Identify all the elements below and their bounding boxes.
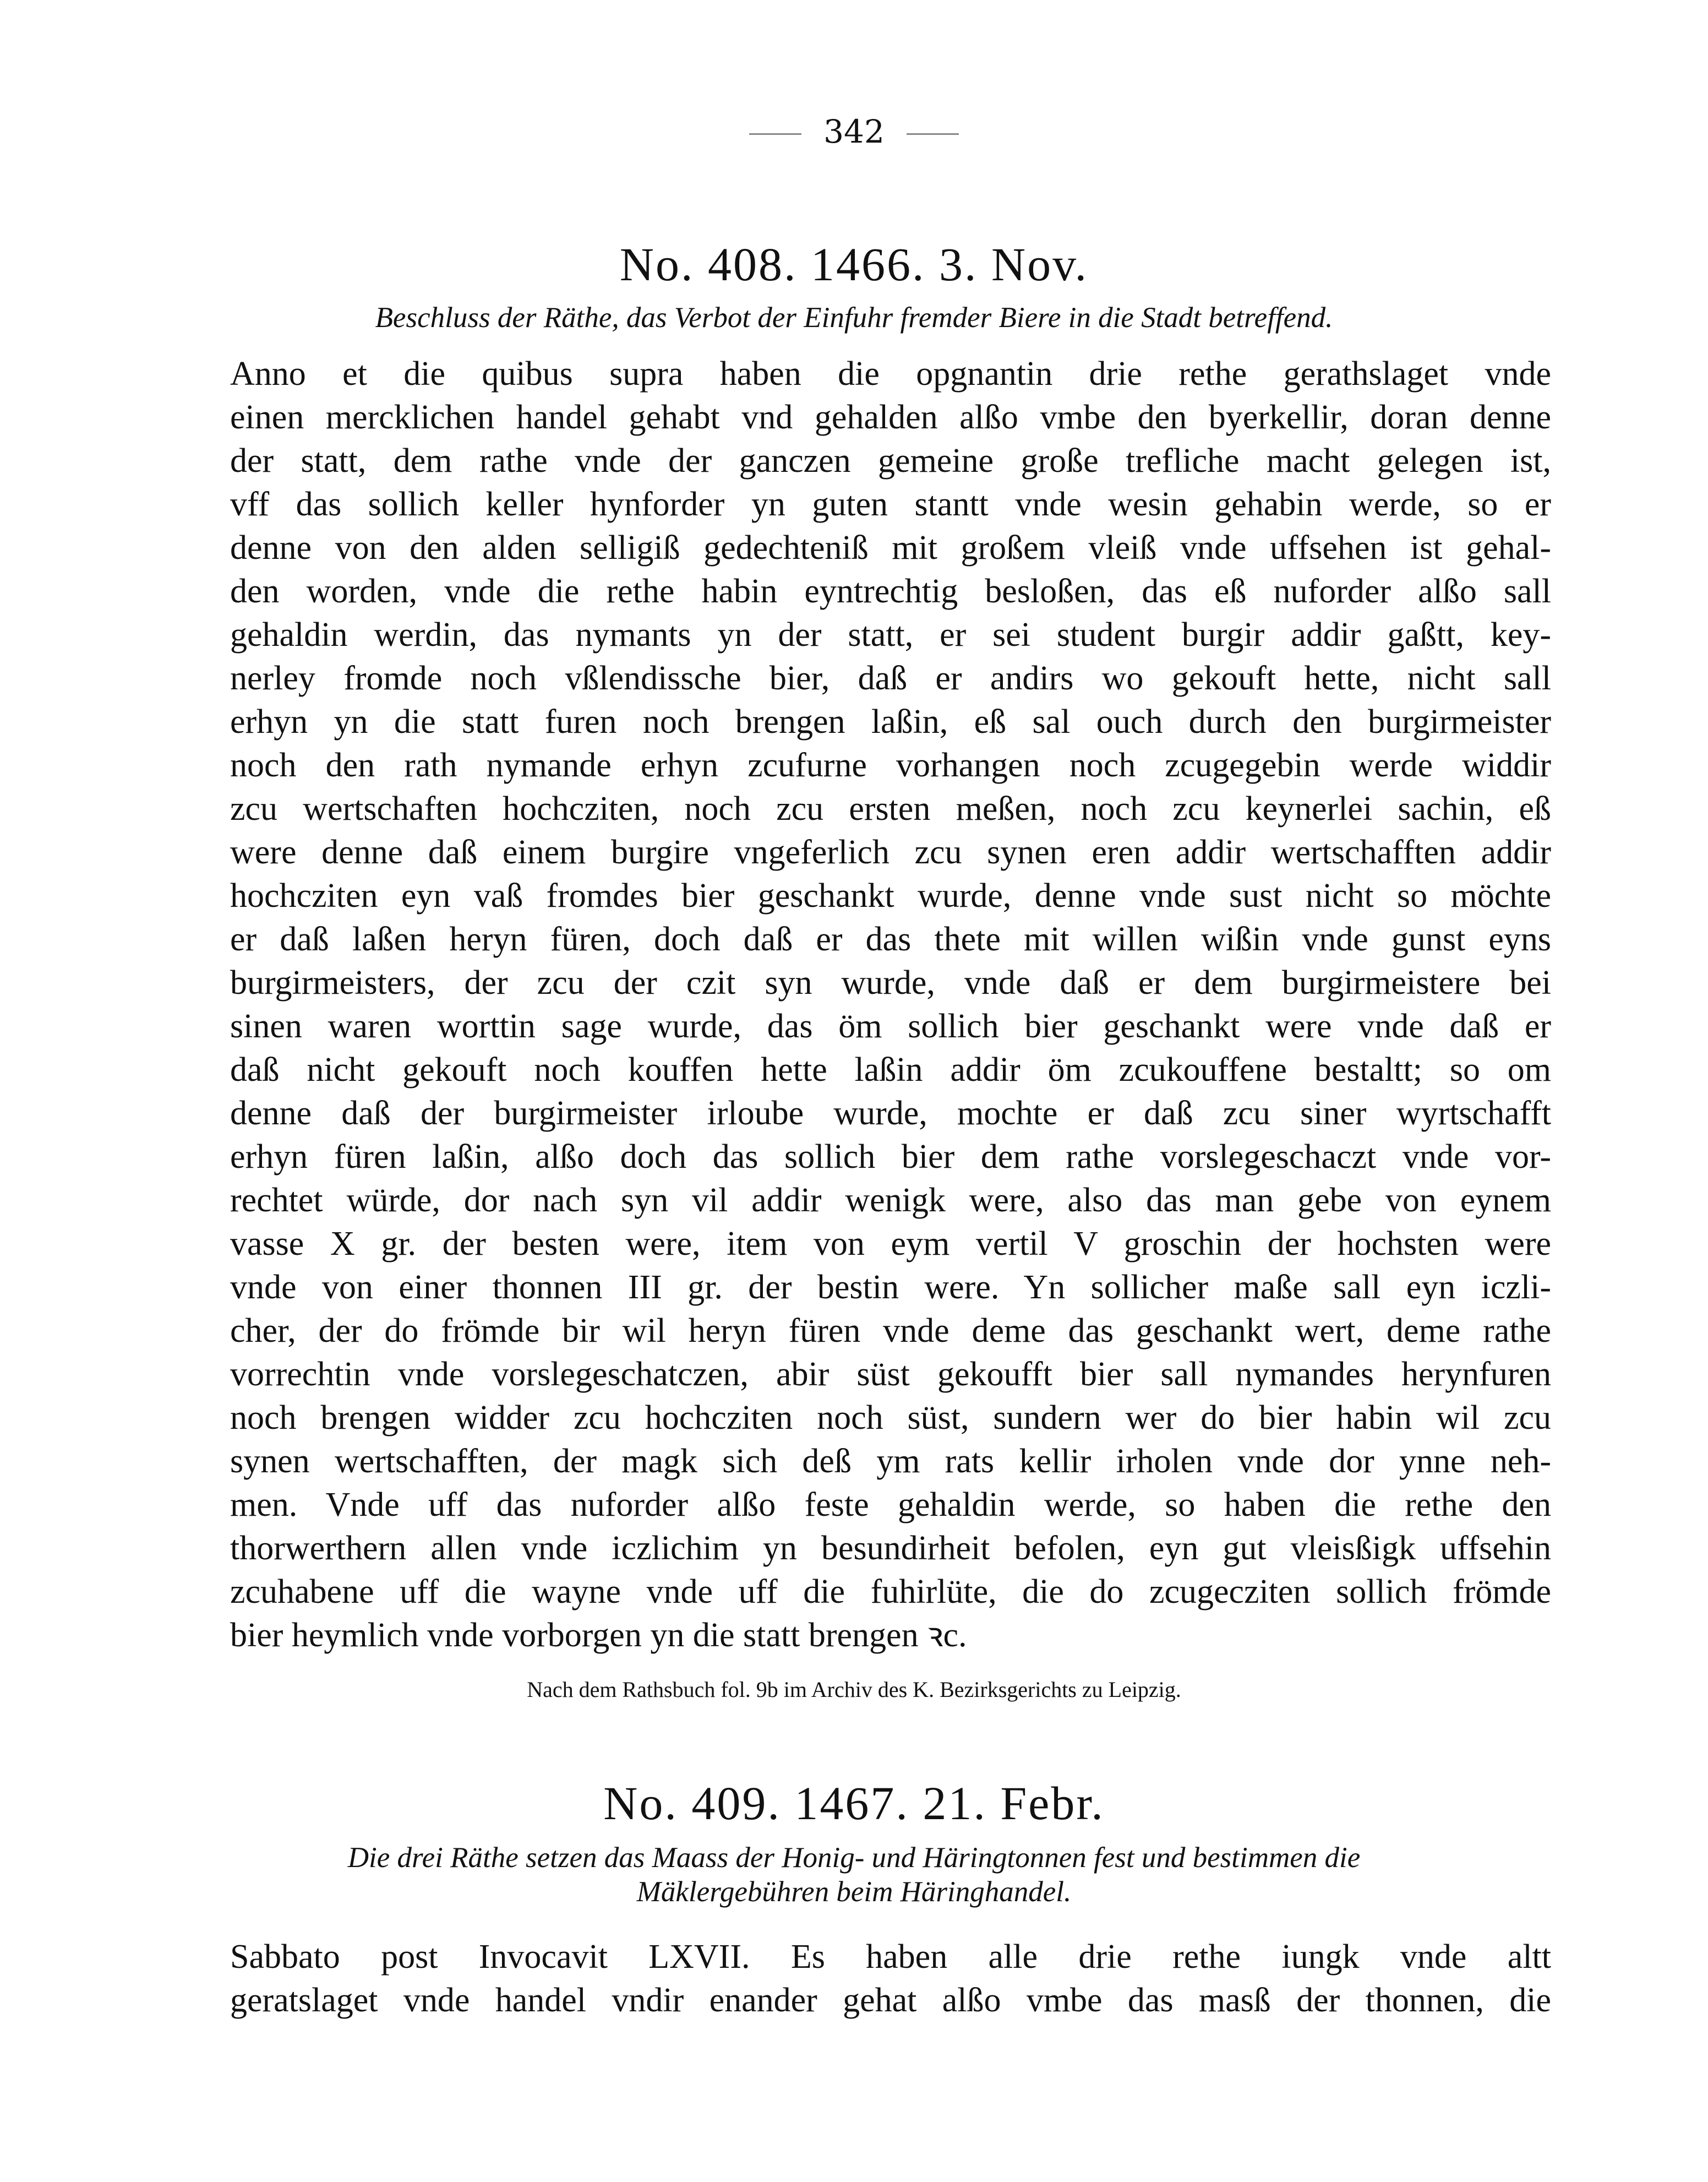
text-line: erhyn füren laßin, alßo doch das sollich bier dem rathe vorslegeschaczt vnde vor-	[230, 1138, 1551, 1176]
document-408-body	[230, 352, 1551, 1657]
text-line: vff das sollich keller hynforder yn guten stantt vnde wesin gehabin werde, so er	[230, 486, 1551, 523]
text-line: noch den rath nymande erhyn zcufurne vorhangen noch zcugegebin werde widdir	[230, 747, 1551, 784]
text-line: were denne daß einem burgire vngeferlich zcu synen eren addir wertschafften addir	[230, 834, 1551, 871]
document-409-subtitle-line-1: Die drei Räthe setzen das Maass der Honig- und Häringtonnen fest und bestimmen die	[347, 1842, 1361, 1874]
text-line: cher, der do frömde bir wil heryn füren vnde deme das geschankt wert, deme rathe	[230, 1312, 1551, 1350]
text-line: rechtet würde, dor nach syn vil addir wenigk were, also das man gebe von eynem	[230, 1182, 1551, 1219]
text-line: sinen waren worttin sage wurde, das öm sollich bier geschankt were vnde daß er	[230, 1008, 1551, 1045]
document-408-subtitle: Beschluss der Räthe, das Verbot der Einfuhr fremder Biere in die Stadt betreffend.	[375, 302, 1333, 334]
right-rule	[907, 133, 959, 135]
text-line: der statt, dem rathe vnde der ganczen gemeine große trefliche macht gelegen ist,	[230, 442, 1551, 480]
text-line: nerley fromde noch vßlendissche bier, daß er andirs wo gekouft hette, nicht sall	[230, 660, 1551, 697]
document-409-heading: No. 409. 1467. 21. Febr.	[603, 1777, 1105, 1830]
text-line: Anno et die quibus supra haben die opgnantin drie rethe gerathslaget vnde	[230, 355, 1551, 393]
text-line: hochcziten eyn vaß fromdes bier geschankt wurde, denne vnde sust nicht so möchte	[230, 877, 1551, 915]
text-line: er daß laßen heryn füren, doch daß er das thete mit willen wißin vnde gunst eyns	[230, 921, 1551, 958]
document-408-source-note: Nach dem Rathsbuch fol. 9b im Archiv des K. Bezirksgerichts zu Leipzig.	[527, 1677, 1181, 1702]
text-line: geratslaget vnde handel vndir enander gehat alßo vmbe das masß der thonnen, die	[230, 1982, 1551, 2019]
text-line: synen wertschafften, der magk sich deß ym rats kellir irholen vnde dor ynne neh-	[230, 1443, 1551, 1480]
text-line: vnde von einer thonnen III gr. der bestin were. Yn sollicher maße sall eyn iczli-	[230, 1269, 1551, 1306]
text-line: vorrechtin vnde vorslegeschatczen, abir süst gekoufft bier sall nymandes herynfuren	[230, 1356, 1551, 1393]
text-line: noch brengen widder zcu hochcziten noch süst, sundern wer do bier habin wil zcu	[230, 1399, 1551, 1436]
text-line: einen mercklichen handel gehabt vnd gehalden alßo vmbe den byerkellir, doran denne	[230, 399, 1551, 436]
left-rule	[749, 133, 801, 135]
document-409-subtitle-line-2: Mäklergebühren beim Häringhandel.	[636, 1876, 1072, 1908]
text-line: gehaldin werdin, das nymants yn der statt, er sei student burgir addir gaßtt, key-	[230, 616, 1551, 654]
text-line: erhyn yn die statt furen noch brengen laßin, eß sal ouch durch den burgirmeister	[230, 703, 1551, 741]
text-line: burgirmeisters, der zcu der czit syn wurde, vnde daß er dem burgirmeistere bei	[230, 964, 1551, 1002]
text-line: bier heymlich vnde vorborgen yn die statt brengen ꝛc.	[230, 1617, 967, 1654]
document-408-heading: No. 408. 1466. 3. Nov.	[619, 238, 1089, 291]
page-number: 342	[823, 113, 885, 150]
text-line: denne daß der burgirmeister irloube wurde, mochte er daß zcu siner wyrtschafft	[230, 1095, 1551, 1132]
text-line: zcuhabene uff die wayne vnde uff die fuhirlüte, die do zcugecziten sollich frömde	[230, 1573, 1551, 1610]
text-line: men. Vnde uff das nuforder alßo feste gehaldin werde, so haben die rethe den	[230, 1486, 1551, 1523]
text-line: denne von den alden selligiß gedechteniß mit großem vleiß vnde uffsehen ist gehal-	[230, 529, 1551, 567]
text-line: thorwerthern allen vnde iczlichim yn besundirheit befolen, eyn gut vleisßigk uffsehin	[230, 1530, 1551, 1567]
page-number-row	[0, 113, 1708, 150]
text-line: daß nicht gekouft noch kouffen hette laßin addir öm zcukouffene bestaltt; so om	[230, 1051, 1551, 1089]
text-line: Sabbato post Invocavit LXVII. Es haben alle drie rethe iungk vnde altt	[230, 1938, 1551, 1976]
text-line: zcu wertschaften hochcziten, noch zcu ersten meßen, noch zcu keynerlei sachin, eß	[230, 790, 1551, 828]
text-line: vasse X gr. der besten were, item von eym vertil V groschin der hochsten were	[230, 1225, 1551, 1263]
document-409-body	[230, 1935, 1551, 2022]
text-line: den worden, vnde die rethe habin eyntrechtig besloßen, das eß nuforder alßo sall	[230, 573, 1551, 610]
